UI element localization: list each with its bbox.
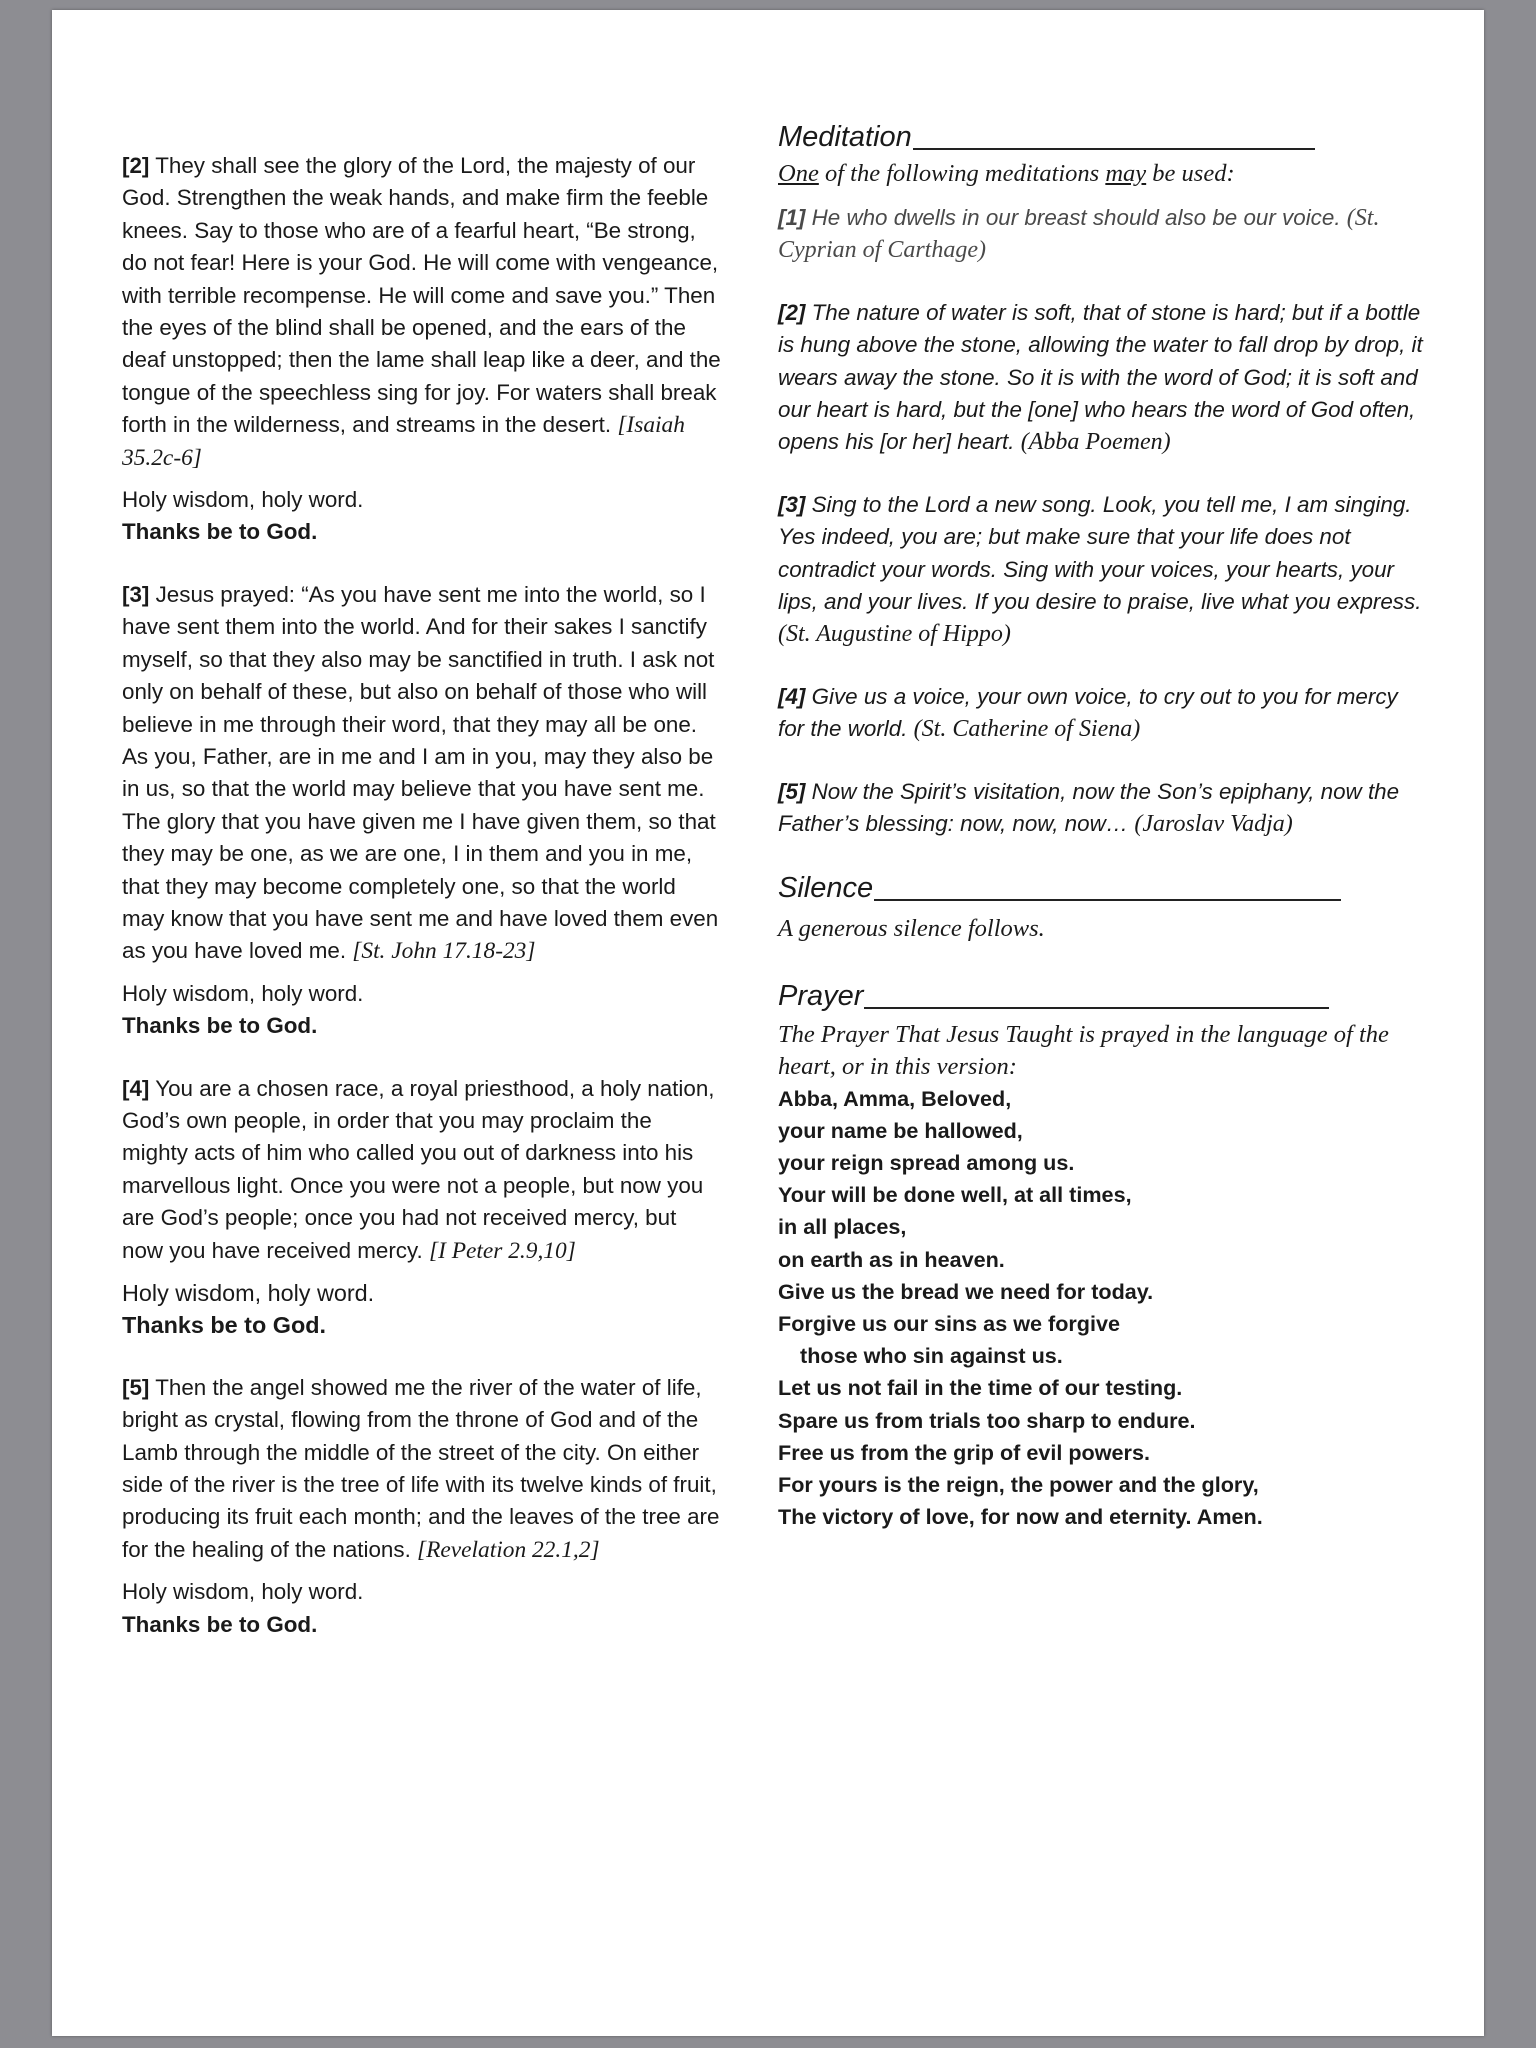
silence-heading (778, 871, 1428, 905)
versicle: Holy wisdom, holy word. (122, 1579, 364, 1605)
prayer-line: Your will be done well, at all times, (778, 1182, 1132, 1208)
prayer-line: in all places, (778, 1214, 907, 1240)
response: Thanks be to God. (122, 1013, 318, 1039)
meditation-number: [5] (778, 778, 806, 804)
prayer-line: on earth as in heaven. (778, 1246, 1005, 1272)
meditation-attribution: (St. Catherine of Siena) (913, 716, 1141, 743)
prayer-intro: The Prayer That Jesus Taught is prayed in the language of the heart, or in this version: (778, 1020, 1389, 1080)
silence-text: A generous silence follows. (778, 914, 1045, 942)
intro-may: may (1105, 160, 1147, 187)
reading-3 (122, 579, 722, 968)
meditation-text: The nature of water is soft, that of stone is hard; but if a bottle is hung above the stone, allowing the water to fall drop by drop, it wears away the stone. So it is with the word of God; it is soft and our heart is hard, but the [one] who hears the word of God often, opens his [or her] heart. (778, 299, 1423, 455)
prayer-line: For yours is the reign, the power and the glory, (778, 1471, 1259, 1497)
response-block (122, 1277, 722, 1342)
prayer-line: Let us not fail in the time of our testing. (778, 1375, 1183, 1401)
reading-text: Then the angel showed me the river of the water of life, bright as crystal, flowing from the throne of God and of the Lamb through the middle of the street of the city. On either side of the river is the tree of life with its twelve kinds of fruit, producing its fruit each month; and the leaves of the tree are for the healing of the nations. (122, 1374, 720, 1562)
meditation-text: Now the Spirit’s visitation, now the Son’s epiphany, now the Father’s blessing: now, now, now… (778, 778, 1400, 837)
response: Thanks be to God. (122, 1312, 327, 1339)
prayer-line: The victory of love, for now and eternity. Amen. (778, 1504, 1263, 1530)
heading-rule (913, 148, 1315, 150)
versicle: Holy wisdom, holy word. (122, 1280, 375, 1306)
meditation-number: [1] (778, 205, 806, 230)
reading-number: [5] (122, 1374, 150, 1400)
meditation-attribution: (Jaroslav Vadja) (1134, 811, 1293, 838)
meditation-attribution: (St. Cyprian of Carthage) (778, 205, 1380, 264)
right-column (778, 120, 1428, 1533)
meditation-item (778, 489, 1428, 651)
prayer-line: those who sin against us. (800, 1343, 1063, 1369)
response-block (122, 978, 722, 1043)
heading-rule (874, 899, 1341, 901)
reading-text: Jesus prayed: “As you have sent me into the world, so I have sent them into the world. And for their sakes I sanctify myself, so that they also may be sanctified in truth. I ask not only on behalf of these, but also on behalf of those who will believe in me through their word, that they may all be one. As you, Father, are in me and I am in you, may they also be in us, so that the world may believe that you have sent me. The glory that you have given me I have given them, so that they may be one, as we are one, I in them and you in me, that they may become completely one, so that the world may know that you have sent me and have loved them even as you have loved me. (122, 581, 719, 964)
left-column (122, 150, 722, 1641)
meditation-number: [4] (778, 683, 806, 709)
versicle: Holy wisdom, holy word. (122, 980, 364, 1006)
intro-mid: of the following meditations (818, 160, 1106, 187)
heading-rule (864, 1007, 1329, 1009)
meditation-item (778, 776, 1428, 841)
meditation-item (778, 297, 1428, 459)
versicle: Holy wisdom, holy word. (122, 487, 364, 513)
meditation-item (778, 202, 1428, 267)
meditation-number: [2] (778, 299, 806, 325)
meditation-item (778, 681, 1428, 746)
reading-2 (122, 150, 722, 474)
reading-number: [3] (122, 581, 150, 607)
intro-end: be used: (1146, 160, 1235, 187)
document-page (52, 10, 1484, 2036)
reading-citation: [Isaiah 35.2c-6] (122, 412, 685, 471)
reading-citation: [I Peter 2.9,10] (428, 1237, 576, 1264)
prayer-line: Give us the bread we need for today. (778, 1278, 1154, 1304)
response: Thanks be to God. (122, 519, 318, 545)
response: Thanks be to God. (122, 1611, 318, 1637)
meditation-attribution: (St. Augustine of Hippo) (778, 621, 1011, 648)
meditation-text: He who dwells in our breast should also be our voice. (805, 205, 1347, 230)
reading-citation: [Revelation 22.1,2] (417, 1536, 600, 1563)
reading-4 (122, 1073, 722, 1267)
prayer-title: Prayer (778, 979, 864, 1012)
meditation-intro (778, 158, 1428, 190)
meditation-title: Meditation (778, 121, 912, 153)
meditation-number: [3] (778, 491, 806, 517)
reading-number: [4] (122, 1075, 150, 1101)
reading-text: They shall see the glory of the Lord, the majesty of our God. Strengthen the weak hands, and make firm the feeble knees. Say to those who are of a fearful heart, “Be strong, do not fear! Here is your God. He will come with vengeance, with terrible recompense. He will come and save you.” Then the eyes of the blind shall be opened, and the ears of the deaf unstopped; then the lame shall leap like a deer, and the tongue of the speechless sing for joy. For waters shall break forth in the wilderness, and streams in the desert. (122, 153, 721, 438)
reading-5 (122, 1372, 722, 1566)
prayer-line: your reign spread among us. (778, 1149, 1075, 1175)
reading-number: [2] (122, 153, 150, 178)
response-block (122, 1576, 722, 1641)
meditation-text: Sing to the Lord a new song. Look, you tell me, I am singing. Yes indeed, you are; but make sure that your life does not contradict your words. Sing with your voices, your hearts, your lips, and your lives. If you desire to praise, live what you express. (778, 491, 1422, 615)
reading-citation: [St. John 17.18-23] (352, 938, 536, 965)
reading-text: You are a chosen race, a royal priesthood, a holy nation, God’s own people, in order that you may proclaim the mighty acts of him who called you out of darkness into his marvellous light. Once you were not a people, but now you are God’s people; once you had not received mercy, but now you have received mercy. (122, 1075, 715, 1263)
prayer-line: Free us from the grip of evil powers. (778, 1439, 1150, 1465)
silence-title: Silence (778, 871, 874, 904)
prayer-line: Forgive us our sins as we forgive (778, 1310, 1120, 1336)
meditation-text: Give us a voice, your own voice, to cry out to you for mercy for the world. (778, 683, 1398, 742)
prayer-heading (778, 979, 1428, 1013)
meditation-heading (778, 120, 1428, 154)
intro-one: One (778, 160, 819, 187)
prayer-text (778, 1083, 1428, 1534)
prayer-line: your name be hallowed, (778, 1117, 1023, 1143)
prayer-line: Abba, Amma, Beloved, (778, 1085, 1012, 1111)
meditation-attribution: (Abba Poemen) (1020, 429, 1171, 456)
prayer-line: Spare us from trials too sharp to endure. (778, 1407, 1196, 1433)
response-block (122, 484, 722, 549)
